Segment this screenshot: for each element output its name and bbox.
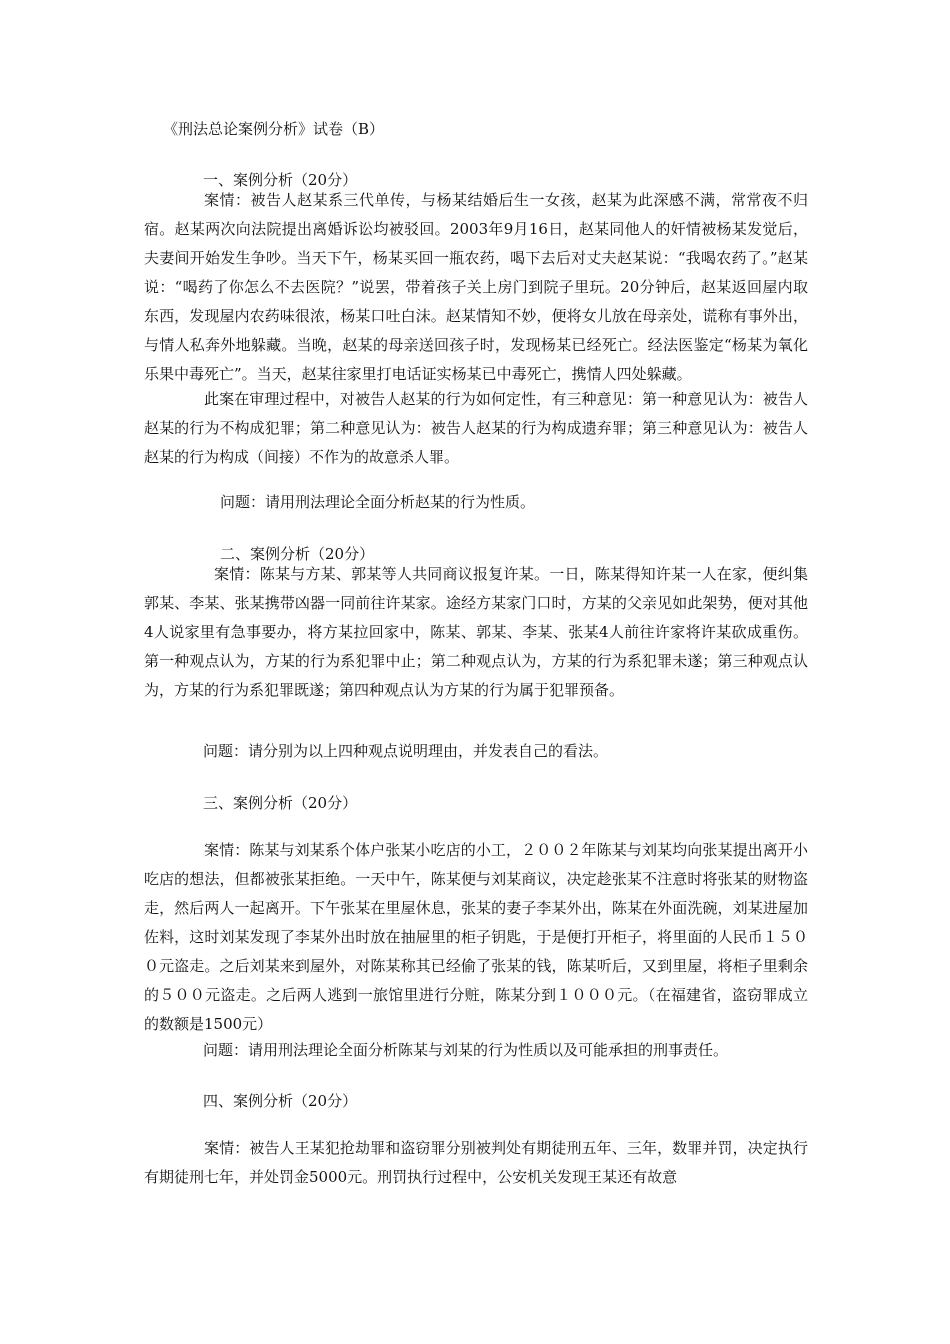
- section-2-question: 问题：请分别为以上四种观点说明理由，并发表自己的看法。: [203, 742, 609, 760]
- section-4-heading: 四、案例分析（20分）: [203, 1092, 358, 1110]
- section-2-heading: 二、案例分析（20分）: [220, 545, 375, 563]
- section-1-heading: 一、案例分析（20分）: [203, 171, 358, 189]
- section-4-case: 案情：被告人王某犯抢劫罪和盗窃罪分别被判处有期徒刑五年、三年，数罪并罚，决定执行有期徒刑七年，并处罚金5000元。刑罚执行过程中，公安机关发现王某还有故意: [144, 1139, 808, 1186]
- document-title: 《刑法总论案例分析》试卷（B）: [163, 120, 385, 138]
- section-1-opinions: 此案在审理过程中，对被告人赵某的行为如何定性，有三种意见：第一种意见认为：被告人赵某的行为不构成犯罪；第二种意见认为：被告人赵某的行为构成遗弃罪；第三种意见认为：被告人赵某的行为构成（间接）不作为的故意杀人罪。: [144, 390, 808, 466]
- section-3-heading: 三、案例分析（20分）: [203, 794, 358, 812]
- section-3-question: 问题：请用刑法理论全面分析陈某与刘某的行为性质以及可能承担的刑事责任。: [203, 1041, 729, 1059]
- section-1-case: 案情：被告人赵某系三代单传，与杨某结婚后生一女孩，赵某为此深感不满，常常夜不归宿。赵某两次向法院提出离婚诉讼均被驳回。2003年9月16日，赵某同他人的奸情被杨某发觉后，夫妻间开始发生争吵。当天下午，杨某买回一瓶农药，喝下去后对丈夫赵某说：“我喝农药了。”赵某说：“喝药了你怎么不去医院？”说罢，带着孩子关上房门到院子里玩。20分钟后，赵某返回屋内取东西，发现屋内农药味很浓，杨某口吐白沫。赵某情知不妙，便将女儿放在母亲处，谎称有事外出，与情人私奔外地躲藏。当晚，赵某的母亲送回孩子时，发现杨某已经死亡。经法医鉴定“杨某为氧化乐果中毒死亡”。当天，赵某往家里打电话证实杨某已中毒死亡，携情人四处躲藏。: [144, 191, 808, 383]
- section-2-case: 案情：陈某与方某、郭某等人共同商议报复许某。一日，陈某得知许某一人在家，便纠集郭某、李某、张某携带凶器一同前往许某家。途经方某家门口时，方某的父亲见如此架势，便对其他4人说家里有急事要办，将方某拉回家中，陈某、郭某、李某、张某4人前往许家将许某砍成重伤。第一种观点认为，方某的行为系犯罪中止；第二种观点认为，方某的行为系犯罪未遂；第三种观点认为，方某的行为系犯罪既遂；第四种观点认为方某的行为属于犯罪预备。: [144, 565, 808, 699]
- section-3-case: 案情：陈某与刘某系个体户张某小吃店的小工，２００２年陈某与刘某均向张某提出离开小吃店的想法，但都被张某拒绝。一天中午，陈某便与刘某商议，决定趁张某不注意时将张某的财物盗走，然后两人一起离开。下午张某在里屋休息，张某的妻子李某外出，陈某在外面洗碗，刘某进屋加佐料，这时刘某发现了李某外出时放在抽屉里的柜子钥匙，于是便打开柜子，将里面的人民币１５００元盗走。之后刘某来到屋外，对陈某称其已经偷了张某的钱，陈某听后，又到里屋，将柜子里剩余的５００元盗走。之后两人逃到一旅馆里进行分赃，陈某分到１０００元。（在福建省，盗窃罪成立的数额是1500元）: [144, 841, 808, 1033]
- section-1-question: 问题：请用刑法理论全面分析赵某的行为性质。: [220, 493, 536, 511]
